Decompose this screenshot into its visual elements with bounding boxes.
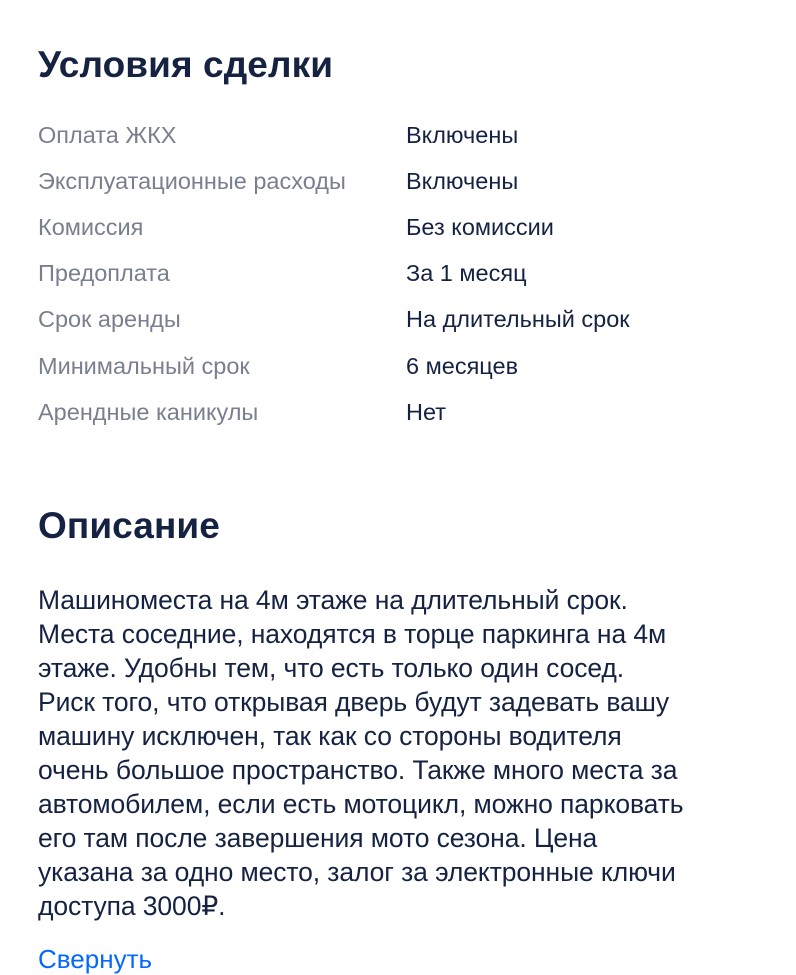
terms-row-value: Включены <box>406 121 519 148</box>
description-line: этаже. Удобны тем, что есть только один сосед. <box>38 653 625 683</box>
terms-row-label: Предоплата <box>38 260 170 287</box>
terms-row-value: Нет <box>406 398 447 425</box>
terms-row-label: Срок аренды <box>38 306 181 333</box>
terms-section-title: Условия сделки <box>38 44 334 85</box>
terms-row-lease-term <box>38 297 778 343</box>
terms-row-minimum-term <box>38 343 778 389</box>
description-line: его там после завершения мото сезона. Цена <box>38 823 598 853</box>
terms-row-rent-holidays <box>38 389 778 435</box>
description-line: доступа 3000₽. <box>38 891 226 921</box>
terms-row-value: Без комиссии <box>406 213 554 240</box>
terms-row-label: Минимальный срок <box>38 352 250 379</box>
description-text <box>38 583 778 923</box>
description-line: указана за одно место, залог за электронные ключи <box>38 857 676 887</box>
terms-row-commission <box>38 204 778 250</box>
description-line: очень большое пространство. Также много места за <box>38 755 678 785</box>
description-line: автомобилем, если есть мотоцикл, можно парковать <box>38 789 684 819</box>
terms-row-operating-costs <box>38 158 778 204</box>
terms-row-label: Комиссия <box>38 213 144 240</box>
terms-row-label: Эксплуатационные расходы <box>38 167 346 194</box>
terms-row-label: Оплата ЖКХ <box>38 121 177 148</box>
terms-row-value: 6 месяцев <box>406 352 519 379</box>
terms-row-value: Включены <box>406 167 519 194</box>
terms-row-label: Арендные каникулы <box>38 398 259 425</box>
terms-row-prepayment <box>38 251 778 297</box>
description-line: Места соседние, находятся в торце паркинга на 4м <box>38 619 667 649</box>
terms-list <box>38 112 778 435</box>
terms-row-value: На длительный срок <box>406 306 630 333</box>
description-line: Машиноместа на 4м этаже на длительный срок. <box>38 585 628 615</box>
collapse-description-link[interactable]: Свернуть <box>38 944 153 974</box>
description-line: машину исключен, так как со стороны водителя <box>38 721 622 751</box>
terms-row-utilities <box>38 112 778 158</box>
terms-row-value: За 1 месяц <box>406 260 527 287</box>
description-line: Риск того, что открывая дверь будут задевать вашу <box>38 687 669 717</box>
description-section-title: Описание <box>38 505 220 546</box>
